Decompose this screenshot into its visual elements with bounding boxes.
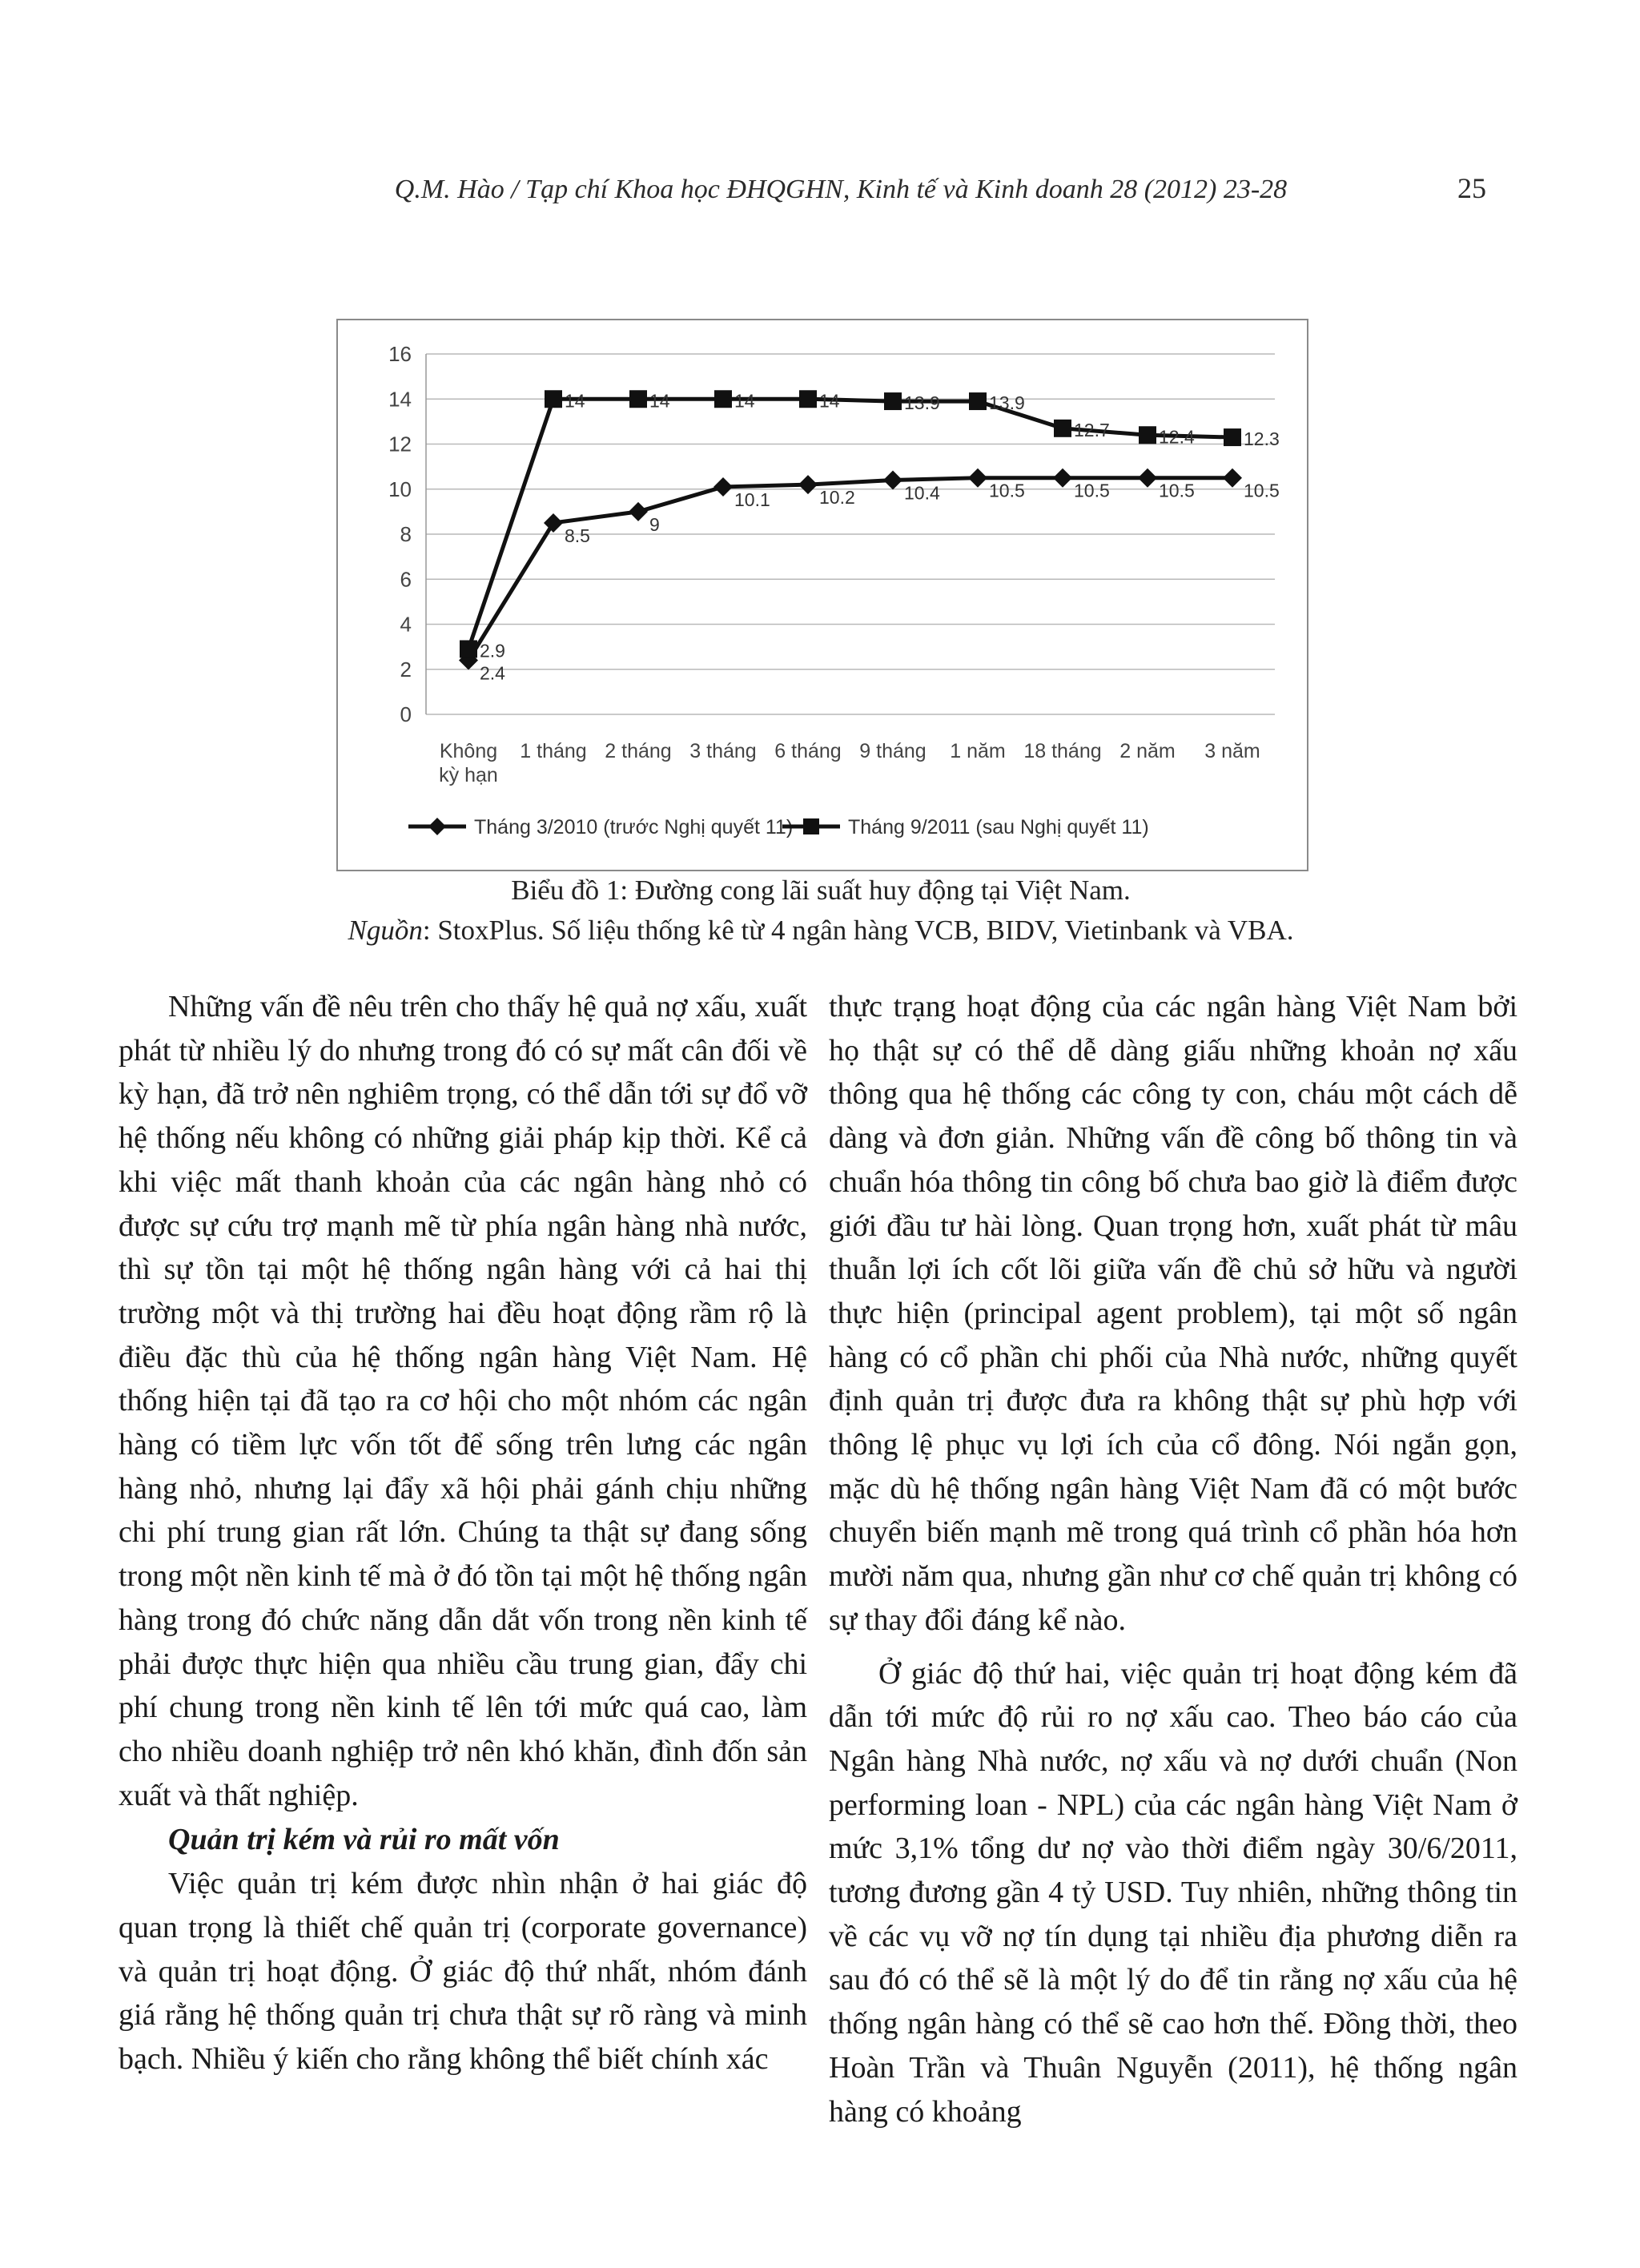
data-label: 14 xyxy=(734,390,755,412)
data-point-diamond xyxy=(1053,468,1072,488)
y-tick-label: 4 xyxy=(400,612,412,637)
data-label: 10.4 xyxy=(904,482,940,504)
x-tick-label: 1 năm xyxy=(950,740,1006,762)
y-tick-label: 14 xyxy=(388,387,412,412)
data-point-square xyxy=(799,390,817,408)
data-label: 10.5 xyxy=(989,480,1025,501)
data-point-square xyxy=(545,390,562,408)
y-tick-label: 10 xyxy=(388,477,412,501)
paragraph: thực trạng hoạt động của các ngân hàng Việt Nam bởi họ thật sự có thể dễ dàng giấu những khoản nợ xấu thông qua hệ thống các công ty con, cháu một cách dễ dàng và đơn giản. Những vấn đề công bố thông tin và chuẩn hóa thông tin công bố chưa bao giờ là điểm được giới đầu tư hài lòng. Quan trọng hơn, xuất phát từ mâu thuẫn lợi ích cốt lõi giữa vấn đề chủ sở hữu và người thực hiện (principal agent problem), tại một số ngân hàng có cổ phần chi phối của Nhà nước, những quyết định quản trị được đưa ra không thật sự phù hợp với thông lệ phục vụ lợi ích của cổ đông. Nói ngắn gọn, mặc dù hệ thống ngân hàng Việt Nam đã có một bước chuyển biến mạnh mẽ trong quá trình cổ phần hóa hơn mười năm qua, nhưng gần như cơ chế quản trị không có sự thay đổi đáng kể nào. xyxy=(829,990,1517,1637)
data-label: 2.4 xyxy=(480,662,505,684)
y-tick-label: 6 xyxy=(400,567,412,592)
data-point-diamond xyxy=(629,502,648,521)
legend-marker-square xyxy=(803,818,819,834)
data-point-diamond xyxy=(968,468,987,488)
y-tick-label: 2 xyxy=(400,657,412,682)
data-point-square xyxy=(629,390,647,408)
data-point-diamond xyxy=(544,513,563,533)
figure-caption: Biểu đồ 1: Đường cong lãi suất huy động tại Việt Nam. xyxy=(511,875,1131,906)
data-point-diamond xyxy=(1138,468,1157,488)
data-label: 14 xyxy=(819,390,840,412)
x-tick-label: 18 tháng xyxy=(1023,740,1102,762)
data-label: 10.2 xyxy=(819,487,855,509)
x-tick-label: 3 năm xyxy=(1204,740,1260,762)
y-tick-label: 16 xyxy=(388,342,412,366)
figure-source-text: : StoxPlus. Số liệu thống kê từ 4 ngân hàng VCB, BIDV, Vietinbank và VBA. xyxy=(422,915,1294,946)
data-label: 12.4 xyxy=(1159,426,1195,448)
data-label: 10.1 xyxy=(734,489,770,510)
data-label: 10.5 xyxy=(1159,480,1195,501)
legend-label: Tháng 9/2011 (sau Nghị quyết 11) xyxy=(848,816,1149,838)
paragraph: Việc quản trị kém được nhìn nhận ở hai giác độ quan trọng là thiết chế quản trị (corporate governance) và quản trị hoạt động. Ở giác độ thứ nhất, nhóm đánh giá rằng hệ thống quản trị chưa thật sự rõ ràng và minh bạch. Nhiều ý kiến cho rằng không thể biết chính xác xyxy=(119,1867,807,2077)
data-label: 8.5 xyxy=(565,525,590,546)
y-tick-label: 8 xyxy=(400,522,412,546)
paragraph: Ở giác độ thứ hai, việc quản trị hoạt động kém đã dẫn tới mức độ rủi ro nợ xấu cao. Theo báo cáo của Ngân hàng Nhà nước, nợ xấu và nợ dưới chuẩn (Non performing loan - NPL) của các ngân hàng Việt Nam ở mức 3,1% tổng dư nợ vào thời điểm ngày 30/6/2011, tương đương gần 4 tỷ USD. Tuy nhiên, những thông tin về các vụ vỡ nợ tín dụng tại nhiều địa phương diễn ra sau đó có thể sẽ là một lý do để tin rằng nợ xấu của hệ thống ngân hàng có thể sẽ cao hơn thế. Đồng thời, theo Hoàn Trần và Thuân Nguyễn (2011), hệ thống ngân hàng có khoảng xyxy=(829,1656,1517,2129)
y-tick-label: 0 xyxy=(400,702,412,726)
data-point-square xyxy=(1224,428,1241,446)
data-point-square xyxy=(1054,420,1071,437)
x-tick-label: 2 năm xyxy=(1119,740,1176,762)
right-column xyxy=(829,985,1517,2133)
paragraph: Những vấn đề nêu trên cho thấy hệ quả nợ xấu, xuất phát từ nhiều lý do nhưng trong đó có sự mất cân đối về kỳ hạn, đã trở nên nghiêm trọng, có thể dẫn tới sự đổ vỡ hệ thống nếu không có những giải pháp kịp thời. Kể cả khi việc mất thanh khoản của các ngân hàng nhỏ có được sự cứu trợ mạnh mẽ từ phía ngân hàng nhà nước, thì sự tồn tại một hệ thống ngân hàng với cả hai thị trường một và thị trường hai đều hoạt động rầm rộ là điều đặc thù của hệ thống ngân hàng Việt Nam. Hệ thống hiện tại đã tạo ra cơ hội cho một nhóm các ngân hàng có tiềm lực vốn tốt để sống trên lưng các ngân hàng nhỏ, nhưng lại đẩy xã hội phải gánh chịu những chi phí trung gian rất lớn. Chúng ta thật sự đang sống trong một nền kinh tế mà ở đó tồn tại một hệ thống ngân hàng trong đó chức năng dẫn dắt vốn trong nền kinh tế phải được thực hiện qua nhiều cầu trung gian, đẩy chi phí chung trong nền kinh tế lên tới mức quá cao, làm cho nhiều doanh nghiệp trở nên khó khăn, đình đốn sản xuất và thất nghiệp. xyxy=(119,990,807,1812)
series-line xyxy=(468,399,1232,649)
interest-rate-chart xyxy=(336,319,1308,871)
figure-source xyxy=(240,915,1401,947)
data-label: 13.9 xyxy=(904,392,940,414)
data-label: 12.3 xyxy=(1244,428,1280,450)
data-point-square xyxy=(1139,426,1156,444)
data-label: 13.9 xyxy=(989,392,1025,414)
chart-canvas xyxy=(338,320,1307,870)
data-label: 14 xyxy=(649,390,670,412)
data-label: 10.5 xyxy=(1074,480,1110,501)
figure-source-label: Nguồn xyxy=(348,915,423,946)
data-label: 12.7 xyxy=(1074,419,1110,440)
data-point-diamond xyxy=(883,471,902,490)
x-tick-label: 2 tháng xyxy=(605,740,672,762)
left-column xyxy=(119,985,807,2081)
x-tick-label: 6 tháng xyxy=(774,740,842,762)
page-number: 25 xyxy=(1457,172,1486,204)
data-point-square xyxy=(714,390,732,408)
legend-label: Tháng 3/2010 (trước Nghị quyết 11) xyxy=(474,816,794,838)
data-point-diamond xyxy=(713,477,733,497)
x-tick-label: 3 tháng xyxy=(689,740,757,762)
data-point-square xyxy=(969,392,987,410)
x-tick-label: Không kỳ hạn xyxy=(439,740,498,786)
data-point-square xyxy=(460,640,477,657)
data-point-diamond xyxy=(798,475,818,494)
x-tick-label: 1 tháng xyxy=(520,740,587,762)
legend-marker-diamond xyxy=(428,818,446,835)
data-label: 14 xyxy=(565,390,585,412)
running-header: Q.M. Hào / Tạp chí Khoa học ĐHQGHN, Kinh tế và Kinh doanh 28 (2012) 23-28 xyxy=(394,175,1288,204)
data-point-square xyxy=(884,392,902,410)
data-label: 10.5 xyxy=(1244,480,1280,501)
x-tick-label: 9 tháng xyxy=(859,740,927,762)
data-label: 2.9 xyxy=(480,640,505,662)
data-label: 9 xyxy=(649,513,660,535)
y-tick-label: 12 xyxy=(388,432,412,456)
data-point-diamond xyxy=(1223,468,1242,488)
section-heading: Quản trị kém và rủi ro mất vốn xyxy=(168,1823,560,1857)
